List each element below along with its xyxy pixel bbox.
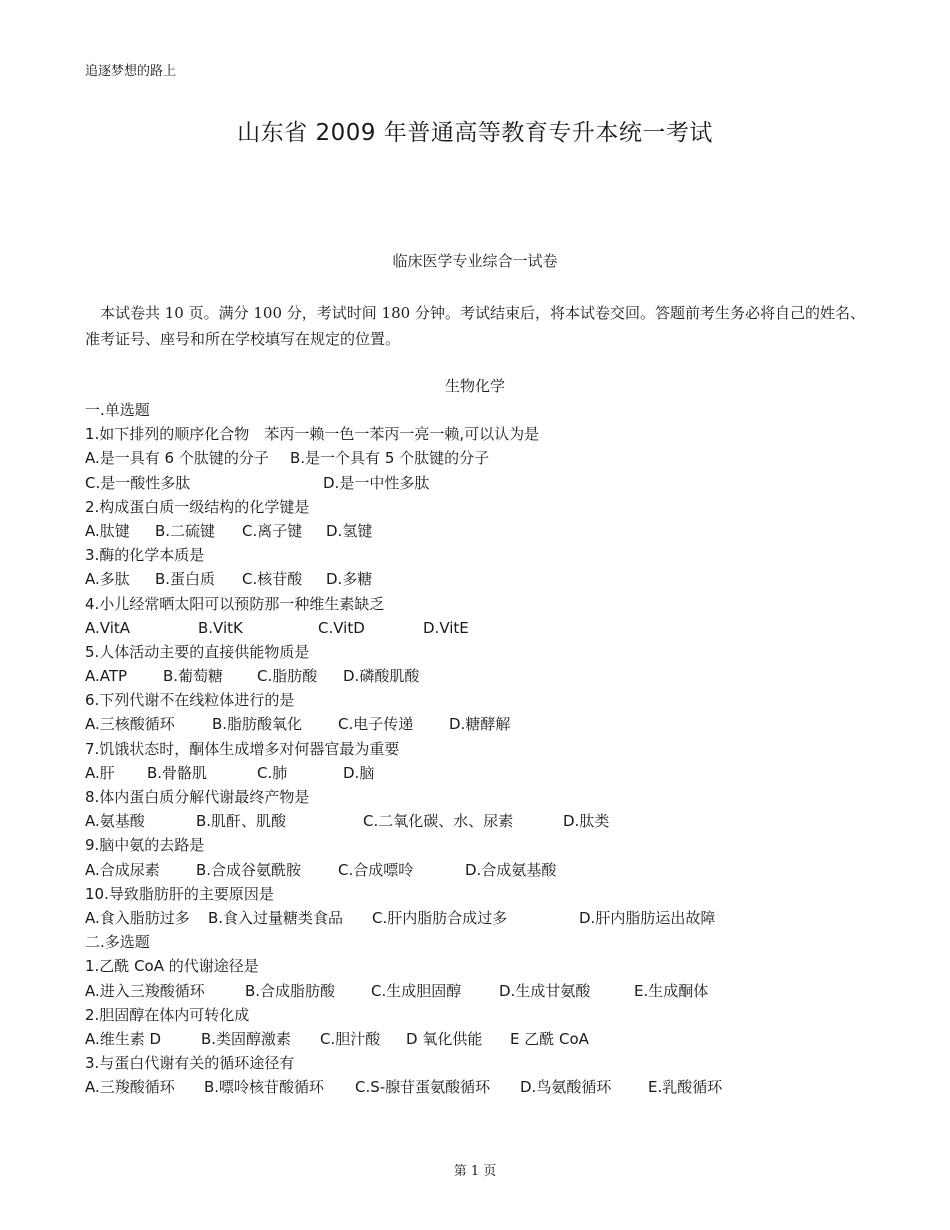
answer-option: D.氢键	[326, 521, 373, 540]
question-stem: 3.与蛋白代谢有关的循环途径有	[85, 1054, 295, 1073]
answer-option: E.乳酸循环	[648, 1078, 723, 1097]
answer-option: A.ATP	[85, 667, 128, 686]
question-stem: 4.小儿经常晒太阳可以预防那一种维生素缺乏	[85, 594, 385, 613]
option-row	[85, 761, 905, 785]
answer-option: D 氧化供能	[406, 1029, 483, 1048]
answer-option: B.肌酐、肌酸	[196, 812, 287, 831]
answer-option: D.肽类	[563, 812, 610, 831]
answer-option: B.合成脂肪酸	[245, 981, 336, 1000]
option-row	[85, 809, 905, 833]
answer-option: D.鸟氨酸循环	[520, 1078, 612, 1097]
option-row	[85, 712, 905, 736]
answer-option: C.脂肪酸	[257, 667, 318, 686]
question-stem: 2.胆固醇在体内可转化成	[85, 1005, 250, 1024]
answer-option: C.合成嘌呤	[338, 860, 414, 879]
answer-option: C.核苷酸	[242, 570, 303, 589]
exam-title: 山东省 2009 年普通高等教育专升本统一考试	[237, 120, 713, 146]
answer-option: D.VitE	[423, 618, 469, 637]
answer-option: B.嘌呤核苷酸循环	[204, 1078, 325, 1097]
option-row	[85, 446, 905, 470]
answer-option: C.肺	[257, 763, 288, 782]
answer-option: B.骨骼肌	[147, 763, 208, 782]
question-stem: 2.构成蛋白质一级结构的化学键是	[85, 497, 310, 516]
answer-option: C.是一酸性多肽	[85, 473, 191, 492]
answer-option: C.肝内脂肪合成过多	[372, 908, 508, 927]
answer-option: D.磷酸肌酸	[343, 667, 420, 686]
answer-option: D.糖酵解	[449, 715, 511, 734]
answer-option: D.脑	[343, 763, 375, 782]
option-row	[85, 1027, 905, 1051]
answer-option: B.蛋白质	[155, 570, 216, 589]
answer-option: D.是一中性多肽	[323, 473, 430, 492]
answer-option: A.肽键	[85, 521, 130, 540]
answer-option: C.VitD	[318, 618, 365, 637]
answer-option: B.食入过量糖类食品	[208, 908, 344, 927]
answer-option: D.肝内脂肪运出故障	[579, 908, 716, 927]
answer-option: B.VitK	[198, 618, 243, 637]
header-note: 追逐梦想的路上	[85, 64, 177, 79]
answer-option: A.多肽	[85, 570, 130, 589]
part-heading: 二.多选题	[85, 933, 150, 952]
answer-option: A.三羧酸循环	[85, 1078, 175, 1097]
answer-option: B.葡萄糖	[163, 667, 224, 686]
option-row	[85, 906, 905, 930]
answer-option: C.离子键	[242, 521, 303, 540]
answer-option: B.是一个具有 5 个肽键的分子	[290, 449, 490, 468]
answer-option: A.进入三羧酸循环	[85, 981, 205, 1000]
option-row	[85, 979, 905, 1003]
answer-option: A.是一具有 6 个肽键的分子	[85, 449, 269, 468]
answer-option: D.合成氨基酸	[465, 860, 557, 879]
question-list	[85, 398, 905, 1099]
answer-option: A.VitA	[85, 618, 131, 637]
answer-option: C.生成胆固醇	[371, 981, 462, 1000]
answer-option: A.三核酸循环	[85, 715, 175, 734]
exam-subtitle: 临床医学专业综合一试卷	[392, 252, 558, 270]
answer-option: E.生成酮体	[634, 981, 709, 1000]
answer-option: E 乙酰 CoA	[510, 1029, 589, 1048]
question-stem: 9.脑中氨的去路是	[85, 836, 205, 855]
answer-option: D.生成甘氨酸	[499, 981, 591, 1000]
answer-option: C.S-腺苷蛋氨酸循环	[355, 1078, 491, 1097]
option-row	[85, 1075, 905, 1099]
option-row	[85, 519, 905, 543]
answer-option: D.多糖	[326, 570, 373, 589]
option-row	[85, 858, 905, 882]
answer-option: A.食入脂肪过多	[85, 908, 190, 927]
answer-option: C.二氧化碳、水、尿素	[363, 812, 514, 831]
section-title: 生物化学	[444, 377, 505, 395]
question-stem: 7.饥饿状态时，酮体生成增多对何器官最为重要	[85, 739, 400, 758]
option-row	[85, 567, 905, 591]
answer-option: A.合成尿素	[85, 860, 160, 879]
question-stem: 8.体内蛋白质分解代谢最终产物是	[85, 788, 310, 806]
page-number: 第 1 页	[453, 1164, 497, 1179]
question-stem: 3.酶的化学本质是	[85, 546, 205, 565]
answer-option: A.肝	[85, 763, 115, 782]
question-stem: 1.乙酰 CoA 的代谢途径是	[85, 957, 259, 976]
answer-option: B.合成谷氨酰胺	[196, 860, 302, 879]
option-row	[85, 471, 905, 495]
answer-option: B.二硫键	[155, 521, 216, 540]
part-heading: 一.单选题	[85, 401, 150, 419]
answer-option: A.氨基酸	[85, 812, 145, 831]
answer-option: C.胆汁酸	[320, 1029, 381, 1048]
question-stem: 1.如下排列的顺序化合物 苯丙一赖一色一苯丙一亮一赖,可以认为是	[85, 425, 540, 444]
answer-option: B.脂肪酸氧化	[212, 715, 303, 734]
question-stem: 6.下列代谢不在线粒体进行的是	[85, 691, 295, 710]
question-stem: 10.导致脂肪肝的主要原因是	[85, 884, 274, 903]
question-stem: 5.人体活动主要的直接供能物质是	[85, 642, 310, 661]
answer-option: A.维生素 D	[85, 1029, 162, 1048]
option-row	[85, 616, 905, 640]
answer-option: C.电子传递	[338, 715, 414, 734]
answer-option: B.类固醇激素	[201, 1029, 292, 1048]
exam-instructions: 本试卷共 10 页。满分 100 分，考试时间 180 分钟。考试结束后，将本试卷交回。答题前考生务必将自己的姓名、准考证号、座号和所在学校填写在规定的位置。	[85, 304, 865, 348]
option-row	[85, 664, 905, 688]
